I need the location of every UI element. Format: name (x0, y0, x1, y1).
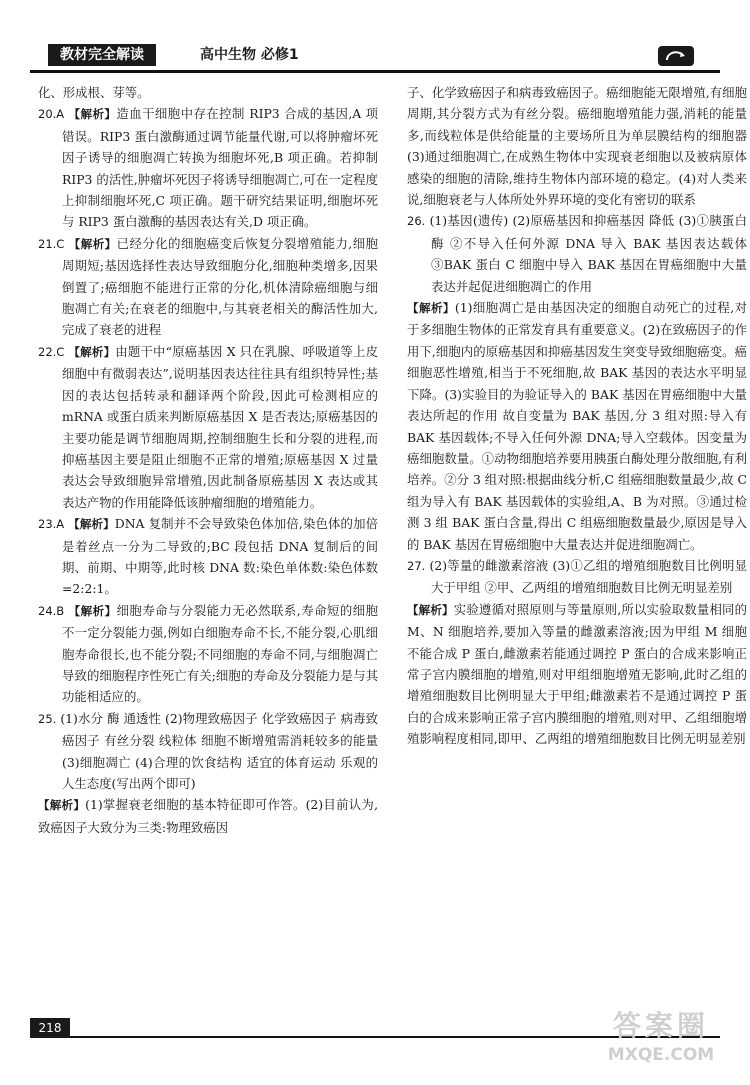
answer-item (38, 513, 378, 600)
site-watermark (586, 1008, 736, 1076)
analysis-label: 【解析】 (68, 236, 117, 251)
answer-item (38, 600, 378, 708)
answer-item (38, 233, 378, 341)
answer-number: 21.C (38, 236, 65, 251)
answer-text: (1)基因(遗传) (2)原癌基因和抑癌基因 降低 (3)①胰蛋白酶 ②不导入任何外源 DNA 导入 BAK 基因表达载体 ③BAK 蛋白 C 细胞中导入 BAK 基因在胃癌细胞中大量表达并起促进细胞凋亡的作用 (429, 213, 747, 294)
analysis-label: 【解析】 (407, 602, 454, 617)
analysis-label: 【解析】 (68, 344, 116, 359)
answer-number: 27. (407, 558, 426, 573)
answer-item (38, 708, 378, 795)
book-title: 高中生物 必修1 (200, 47, 299, 63)
page-number: 218 (30, 1018, 70, 1038)
right-column (407, 82, 747, 750)
answer-text: DNA 复制并不会导致染色体加倍,染色体的加倍是着丝点一分为二导致的;BC 段包括 DNA 复制后的间期、前期、中期等,此时核 DNA 数:染色单体数:染色体数=2:2:1。 (62, 516, 378, 597)
answer-number: 22.C (38, 344, 65, 359)
answer-number: 26. (407, 214, 426, 229)
answer-text: (1)水分 酶 通透性 (2)物理致癌因子 化学致癌因子 病毒致癌因子 有丝分裂 线粒体 细胞不断增殖需消耗较多的能量 (3)细胞凋亡 (4)合理的饮食结构 适宜的体育运动 乐观的人生态度(写出两个即可) (60, 710, 378, 791)
analysis-label: 【解析】 (68, 603, 117, 618)
answer-text: 化、形成根、芽等。 (38, 85, 150, 100)
analysis-paragraph (407, 297, 747, 555)
header-bar (30, 40, 720, 73)
analysis-label: 【解析】 (407, 301, 455, 316)
analysis-paragraph (38, 794, 378, 838)
watermark-line2: MXQE.COM (607, 1045, 715, 1065)
answer-text: 已经分化的细胞癌变后恢复分裂增殖能力,细胞周期短;基因选择性表达导致细胞分化,细胞种类增多,因果倒置了;癌细胞不能进行正常的分化,机体清除癌细胞与细胞凋亡有关;在衰老的细胞中,与其衰老相关的酶活性加大,完成了衰老的进程 (62, 235, 378, 338)
answer-item (407, 555, 747, 599)
answer-text: 细胞寿命与分裂能力无必然联系,寿命短的细胞不一定分裂能力强,例如白细胞寿命不长,不能分裂,心肌细胞寿命很长,也不能分裂;不同细胞的寿命不同,与细胞凋亡导致的细胞程序性死亡有关;细胞的寿命及分裂能力是与其功能相适应的。 (62, 602, 378, 705)
answer-number: 20.A (38, 107, 65, 122)
analysis-label: 【解析】 (68, 517, 115, 532)
answer-item (38, 103, 378, 232)
answer-text: (1)掌握衰老细胞的基本特征即可作答。(2)目前认为,致癌因子大致分为三类:物理致癌因 (38, 797, 379, 835)
answer-item (407, 210, 747, 297)
answer-number: 24.B (38, 603, 65, 618)
continued-text (407, 82, 747, 210)
logo-icon (658, 46, 694, 66)
analysis-label: 【解析】 (68, 107, 117, 122)
answer-text: 实验遵循对照原则与等量原则,所以实验取数量相同的 M、N 细胞培养,要加入等量的雌激素溶液;因为甲组 M 细胞不能合成 P 蛋白,雌激素若能通过调控 P 蛋白的合成来影响正常子宫内膜细胞的增殖,则对甲组细胞增殖无影响,此时乙组的增殖细胞数目比例明显大于甲组;雌激素若不是通过调控 P 蛋白的合成来影响正常子宫内膜细胞的增殖,则对甲、乙组细胞增殖影响程度相同,即甲、乙两组的增殖细胞数目比例无明显差别 (407, 601, 747, 747)
series-tag: 教材完全解读 (48, 44, 156, 66)
answer-text: 造血干细胞中存在控制 RIP3 合成的基因,A 项错误。RIP3 蛋白激酶通过调节能量代谢,可以将肿瘤坏死因子诱导的细胞凋亡转换为细胞坏死,B 项正确。若抑制 RIP3 的活性,肿瘤坏死因子将诱导细胞凋亡,可在一定程度上抑制细胞坏死,C 项正确。题干研究结果证明,细胞坏死与 RIP3 蛋白激酶的基因表达有关,D 项正确。 (62, 106, 378, 230)
answer-text: (1)细胞凋亡是由基因决定的细胞自动死亡的过程,对于多细胞生物体的正常发育具有重要意义。(2)在致癌因子的作用下,细胞内的原癌基因和抑癌基因发生突变导致细胞癌变。癌细胞恶性增殖,相当于不死细胞,故 BAK 基因的表达水平明显下降。(3)实验目的为验证导入的 BAK 基因在胃癌细胞中大量表达所起的作用 故自变量为 BAK 基因,分 3 组对照:导入有 BAK 基因载体;不导入任何外源 DNA;导入空载体。因变量为癌细胞数量。①动物细胞培养要用胰蛋白酶处理分散细胞,有利培养。②分 3 组对照:根据曲线分析,C 组癌细胞数量最少,故 C 组为导入有 BAK 基因载体的实验组,A、B 为对照。③通过检测 3 组 BAK 蛋白含量,得出 C 组癌细胞数量最少,原因是导入的 BAK 基因在胃癌细胞中大量表达并促进细胞凋亡。 (407, 300, 748, 552)
answer-text: 子、化学致癌因子和病毒致癌因子。癌细胞能无限增殖,有细胞周期,其分裂方式为有丝分裂。癌细胞增殖能力强,消耗的能量多,而线粒体是供给能量的主要场所且为单层膜结构的细胞器 (3)通过细胞凋亡,在成熟生物体中实现衰老细胞以及被病原体感染的细胞的清除,维持生物体内部环境的稳定。(4)对人类来说,细胞衰老与人体所处外界环境的变化有密切的联系 (407, 85, 747, 208)
answer-item (38, 341, 378, 513)
answer-text: (2)等量的雌激素溶液 (3)①乙组的增殖细胞数目比例明显大于甲组 ②甲、乙两组的增殖细胞数目比例无明显差别 (429, 557, 747, 596)
answer-number: 23.A (38, 517, 65, 532)
analysis-label: 【解析】 (38, 798, 86, 813)
watermark-line1: 答案圈 (612, 1009, 709, 1042)
left-column (38, 82, 378, 838)
answer-text: 由题干中“原癌基因 X 只在乳腺、呼吸道等上皮细胞中有微弱表达”,说明基因表达往往具有组织特异性;基因的表达包括转录和翻译两个阶段,因此可检测相应的 mRNA 或蛋白质来判断原癌基因 X 是否表达;原癌基因的主要功能是调节细胞周期,控制细胞生长和分裂的进程,而抑癌基因主要是阻止细胞不正常的增殖;原癌基因 X 过量表达会导致细胞异常增殖,因此制备原癌基因 X 表达或其表达产物的作用能降低该肿瘤细胞的增殖能力。 (62, 343, 378, 510)
answer-number: 25. (38, 711, 57, 726)
analysis-paragraph (407, 599, 747, 750)
continued-text (38, 82, 378, 103)
